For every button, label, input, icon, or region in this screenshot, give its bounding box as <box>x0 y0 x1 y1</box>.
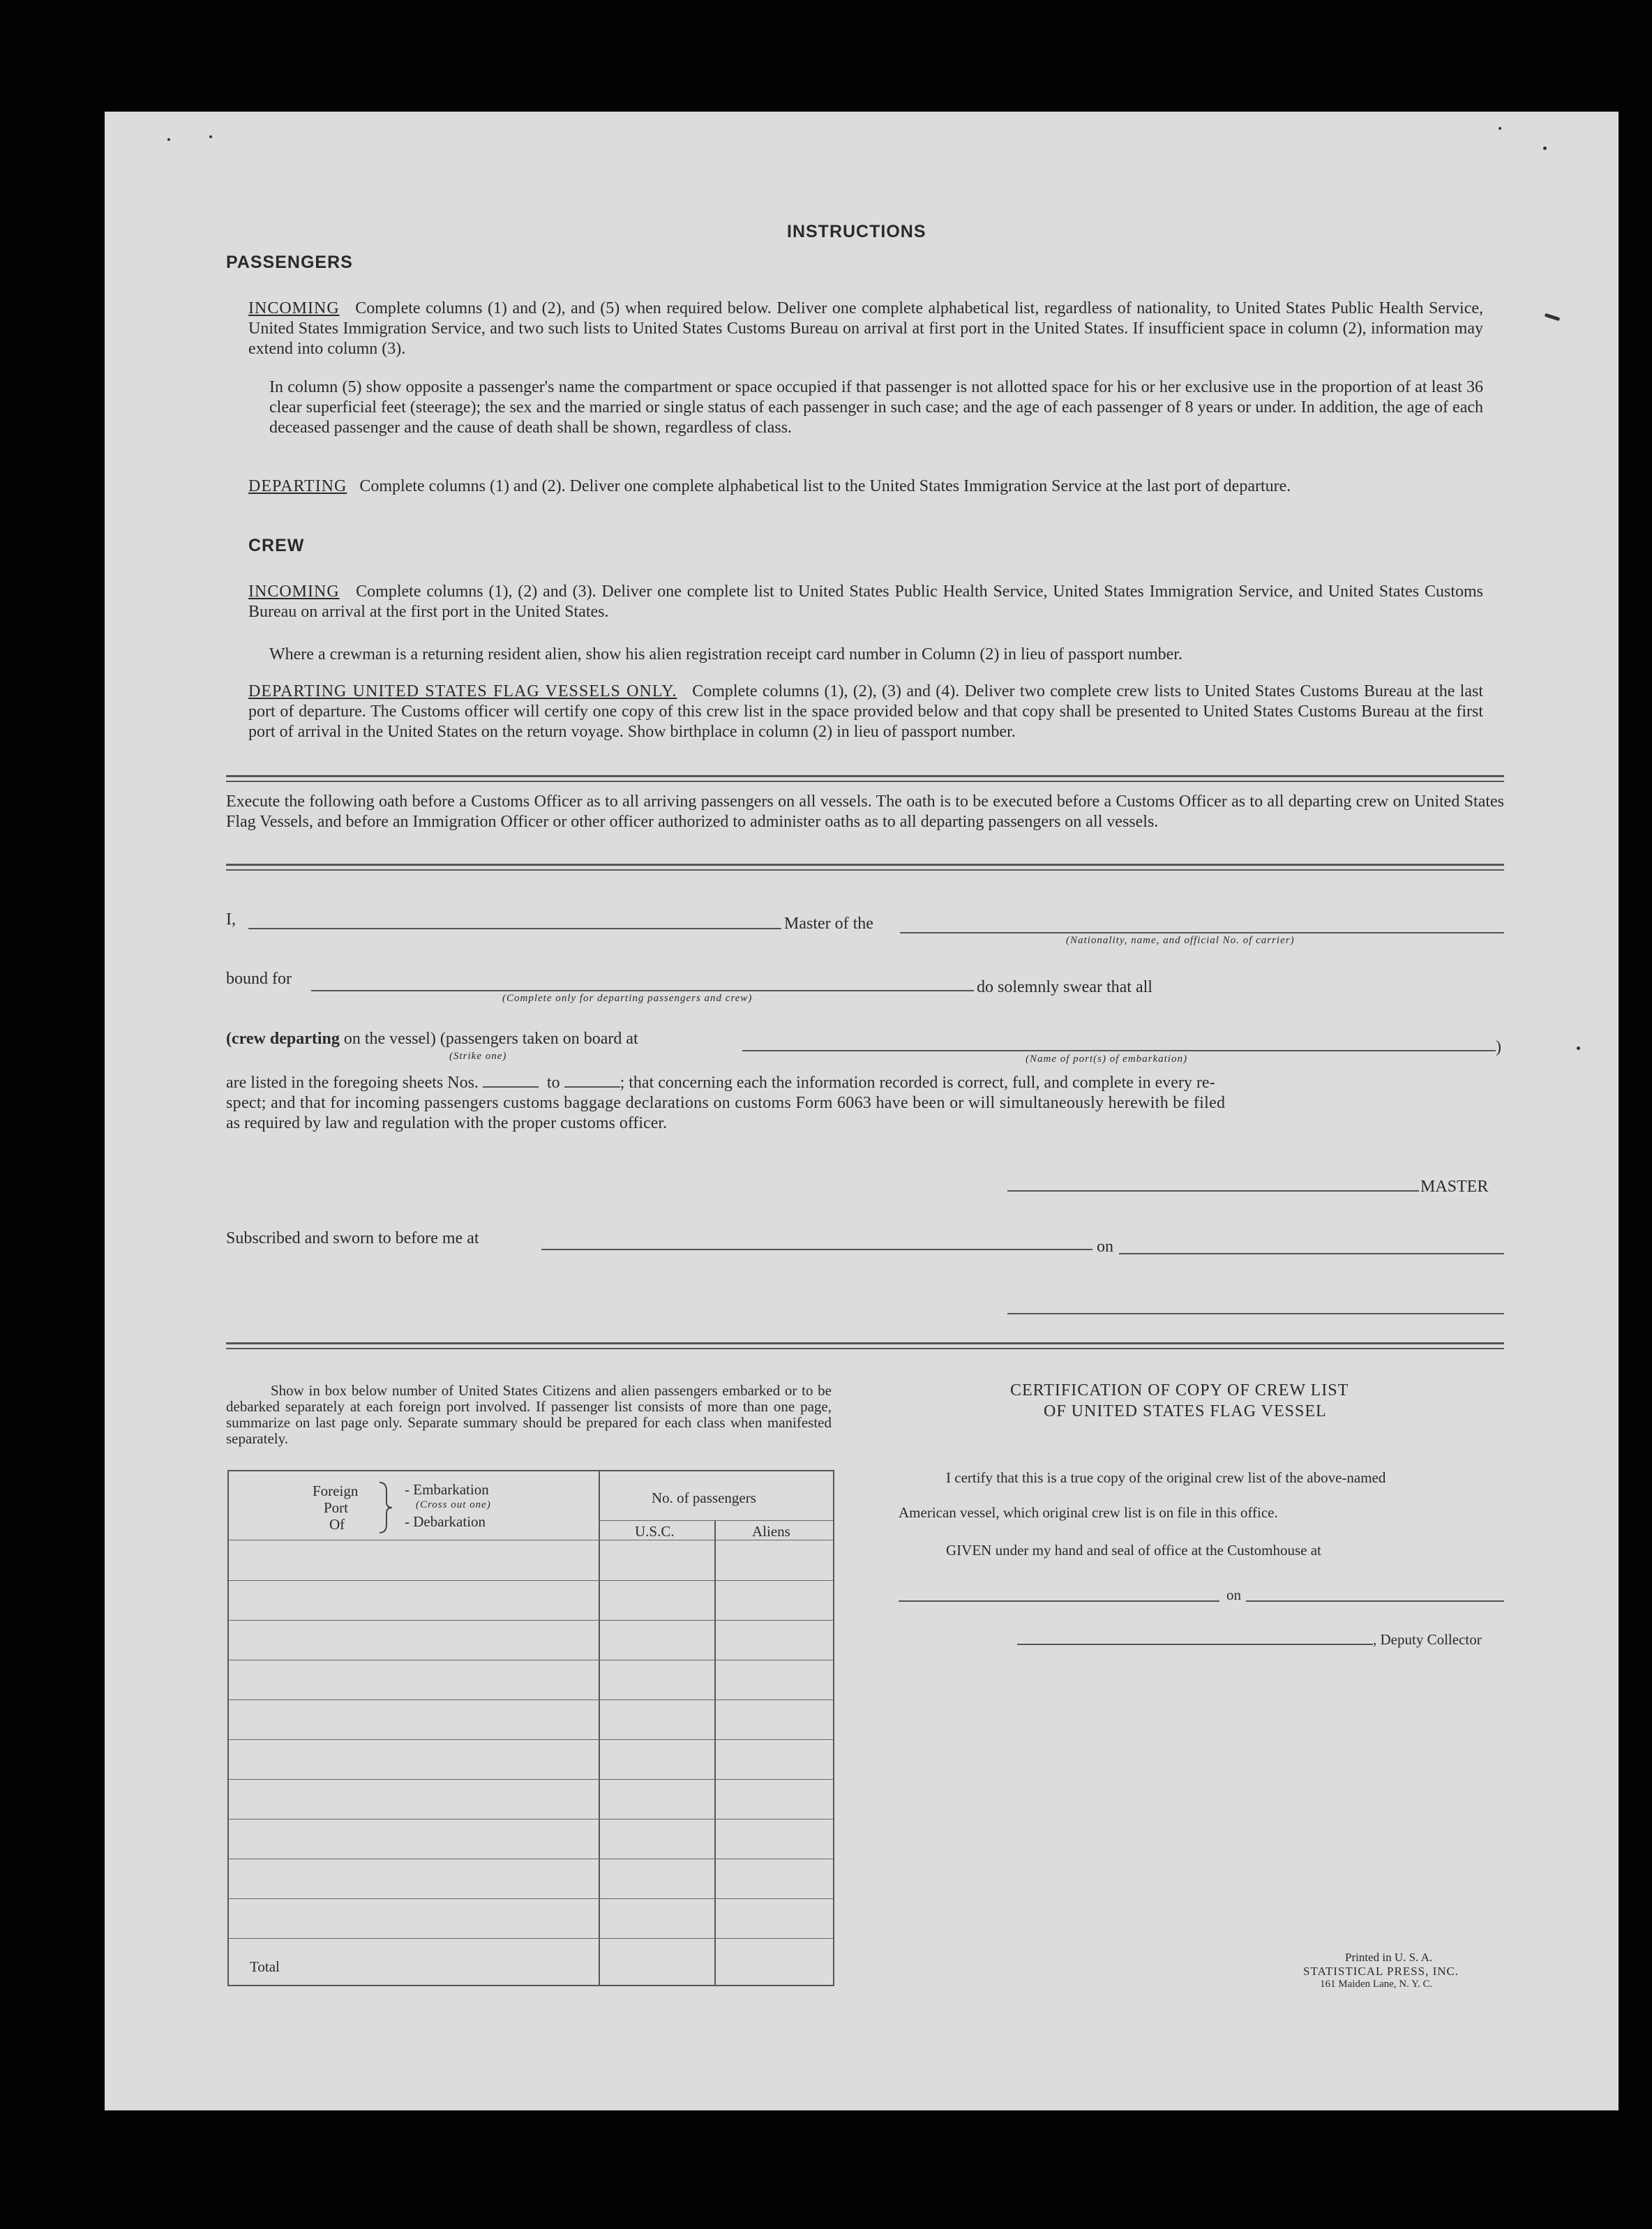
scan-speck <box>1499 127 1501 130</box>
master-signature-label: MASTER <box>1420 1178 1489 1196</box>
passengers-departing-text: Complete columns (1) and (2). Deliver one complete alphabetical list to the United States Immigration Service at the last port of departure. <box>359 477 1291 495</box>
certification-title-2: OF UNITED STATES FLAG VESSEL <box>1044 1402 1327 1420</box>
table-row <box>229 1580 833 1581</box>
scan-speck <box>1543 147 1547 150</box>
certification-on-label: on <box>1226 1586 1241 1603</box>
crew-departing-option <box>226 1030 638 1049</box>
sheets-from-field[interactable] <box>483 1086 539 1088</box>
sheets-text-a: are listed in the foregoing sheets Nos. <box>226 1074 479 1092</box>
scan-speck <box>1577 1046 1580 1050</box>
table-column-divider <box>714 1520 716 1985</box>
crew-incoming-text: Complete columns (1), (2) and (3). Deliver one complete list to United States Public Health Service, United States Immigration Service, and United States Customs Bureau on arrival at the first port in the United States. <box>248 583 1483 621</box>
aliens-header: Aliens <box>752 1523 790 1540</box>
oath-i-label: I, <box>226 910 236 929</box>
crew-departing-bold: (crew departing <box>226 1030 340 1048</box>
passenger-summary-table <box>227 1470 834 1986</box>
summary-instruction: Show in box below number of United States Citizens and alien passengers embarked or to be debarked separately at each foreign port involved. If passenger list consists of more than one page, summarize on last page only. Separate summary should be prepared for each class when manifested separately. <box>226 1382 832 1447</box>
crew-departing-text: Complete columns (1), (2), (3) and (4). Deliver two complete crew lists to United States Customs Bureau at the last port of departure. The Customs officer will certify one copy of this crew list in the space provided below and that copy shall be presented to United States Customs Bureau at the first port of arrival in the United States on the return voyage. Show birthplace in column (2) in lieu of passport number. <box>248 682 1484 741</box>
printer-line-3: 161 Maiden Lane, N. Y. C. <box>1320 1979 1433 1990</box>
master-name-field[interactable] <box>248 928 781 929</box>
cross-out-hint: (Cross out one) <box>416 1499 491 1510</box>
passengers-incoming-paragraph <box>248 299 1483 359</box>
table-column-divider <box>599 1471 600 1985</box>
on-the-vessel-text: on the vessel) <box>343 1030 436 1048</box>
passengers-incoming-label: INCOMING <box>248 299 340 317</box>
bound-for-label: bound for <box>226 970 292 988</box>
passengers-departing-paragraph <box>248 476 1483 497</box>
usc-header: U.S.C. <box>635 1523 675 1540</box>
total-label: Total <box>250 1958 280 1975</box>
strike-one-hint: (Strike one) <box>449 1051 507 1062</box>
crew-incoming-label: INCOMING <box>248 583 340 601</box>
scan-speck <box>209 135 212 138</box>
certify-line-2: American vessel, which original crew list is on file in this office. <box>899 1504 1278 1521</box>
subscribed-label: Subscribed and sworn to before me at <box>226 1229 479 1247</box>
certification-date-field[interactable] <box>1246 1600 1504 1602</box>
deputy-collector-label: , Deputy Collector <box>1373 1631 1482 1648</box>
certify-line-1: I certify that this is a true copy of the original crew list of the above-named <box>946 1469 1386 1486</box>
carrier-hint: (Nationality, name, and official No. of carrier) <box>1066 935 1295 946</box>
crew-returning-paragraph: Where a crewman is a returning resident alien, show his alien registration receipt card number in Column (2) in lieu of passport number. <box>269 645 1182 663</box>
embarkation-port-field[interactable] <box>742 1050 1496 1051</box>
master-of-the-label: Master of the <box>784 915 873 933</box>
no-of-passengers-header: No. of passengers <box>652 1489 756 1506</box>
sworn-on-label: on <box>1097 1238 1113 1256</box>
crew-departing-label: DEPARTING UNITED STATES FLAG VESSELS ONLY. <box>248 682 677 700</box>
sheets-line <box>226 1074 1215 1093</box>
carrier-field[interactable] <box>900 932 1504 933</box>
section-divider <box>226 775 1504 782</box>
close-paren: ) <box>1496 1038 1501 1056</box>
oath-line-3: as required by law and regulation with the proper customs officer. <box>226 1114 668 1132</box>
bound-for-field[interactable] <box>311 990 974 991</box>
printer-line-2: STATISTICAL PRESS, INC. <box>1303 1965 1459 1978</box>
brace-icon <box>377 1481 393 1534</box>
sworn-place-field[interactable] <box>541 1249 1092 1250</box>
master-signature-field[interactable] <box>1007 1190 1419 1192</box>
oath-intro: Execute the following oath before a Customs Officer as to all arriving passengers on all vessels. The oath is to be executed before a Customs Officer as to all departing crew on United States Flag Vessels, and before an Immigration Officer or other officer authorized to administer oaths as to all departing passengers on all vessels. <box>226 793 1504 831</box>
oath-line-2: spect; and that for incoming passengers customs baggage declarations on customs Form 6063 have been or will simultaneously herewith be filed <box>226 1094 1226 1112</box>
given-line: GIVEN under my hand and seal of office at the Customhouse at <box>946 1542 1321 1559</box>
sworn-date-field[interactable] <box>1119 1253 1504 1254</box>
deputy-signature-field[interactable] <box>1017 1644 1373 1645</box>
embarkation-label: - Embarkation <box>405 1481 489 1498</box>
swear-text: do solemnly swear that all <box>977 978 1152 996</box>
sheets-to-label: to <box>546 1074 560 1092</box>
embarkation-hint: (Name of port(s) of embarkation) <box>1026 1053 1187 1065</box>
sheets-text-b: ; that concerning each the information recorded is correct, full, and complete in every re- <box>620 1074 1215 1092</box>
passengers-taken-text: (passengers taken on board at <box>440 1030 638 1048</box>
crew-incoming-paragraph <box>248 582 1483 622</box>
crew-departing-paragraph <box>248 682 1483 742</box>
instructions-title: INSTRUCTIONS <box>787 222 926 241</box>
table-row <box>229 1699 833 1700</box>
officer-signature-field[interactable] <box>1007 1313 1504 1314</box>
table-row <box>229 1898 833 1899</box>
passengers-incoming-text: Complete columns (1) and (2), and (5) when required below. Deliver one complete alphabetical list, regardless of nationality, to United States Public Health Service, United States Immigration Service, and two such lists to United States Customs Bureau on arrival at first port in the United States. If insufficient space in column (2), information may extend into column (3). <box>248 299 1484 358</box>
passengers-heading: PASSENGERS <box>226 253 353 272</box>
port-label: Port <box>324 1499 349 1516</box>
debarkation-label: - Debarkation <box>405 1513 486 1530</box>
sheets-to-field[interactable] <box>564 1086 620 1088</box>
of-label: Of <box>329 1516 345 1533</box>
passengers-departing-label: DEPARTING <box>248 477 347 495</box>
scan-speck <box>167 138 170 141</box>
section-divider <box>226 1342 1504 1349</box>
passengers-column5-paragraph: In column (5) show opposite a passenger's name the compartment or space occupied if that passenger is not allotted space for his or her exclusive use in the proportion of at least 36 clear superficial feet (steerage); the sex and the married or single status of each passenger in such case; and the age of each passenger of 8 years or under. In addition, the age of each deceased passenger and the cause of death shall be shown, regardless of class. <box>269 378 1483 437</box>
section-divider <box>226 864 1504 871</box>
printer-line-1: Printed in U. S. A. <box>1345 1951 1433 1964</box>
table-row <box>229 1739 833 1740</box>
table-row <box>229 1779 833 1780</box>
crew-heading: CREW <box>248 536 305 555</box>
foreign-label: Foreign <box>313 1483 359 1499</box>
table-row <box>229 1938 833 1939</box>
table-row <box>229 1620 833 1621</box>
table-header-divider <box>599 1520 833 1521</box>
customhouse-place-field[interactable] <box>899 1600 1219 1602</box>
certification-title-1: CERTIFICATION OF COPY OF CREW LIST <box>1010 1381 1349 1399</box>
bound-for-hint: (Complete only for departing passengers and crew) <box>502 993 753 1004</box>
